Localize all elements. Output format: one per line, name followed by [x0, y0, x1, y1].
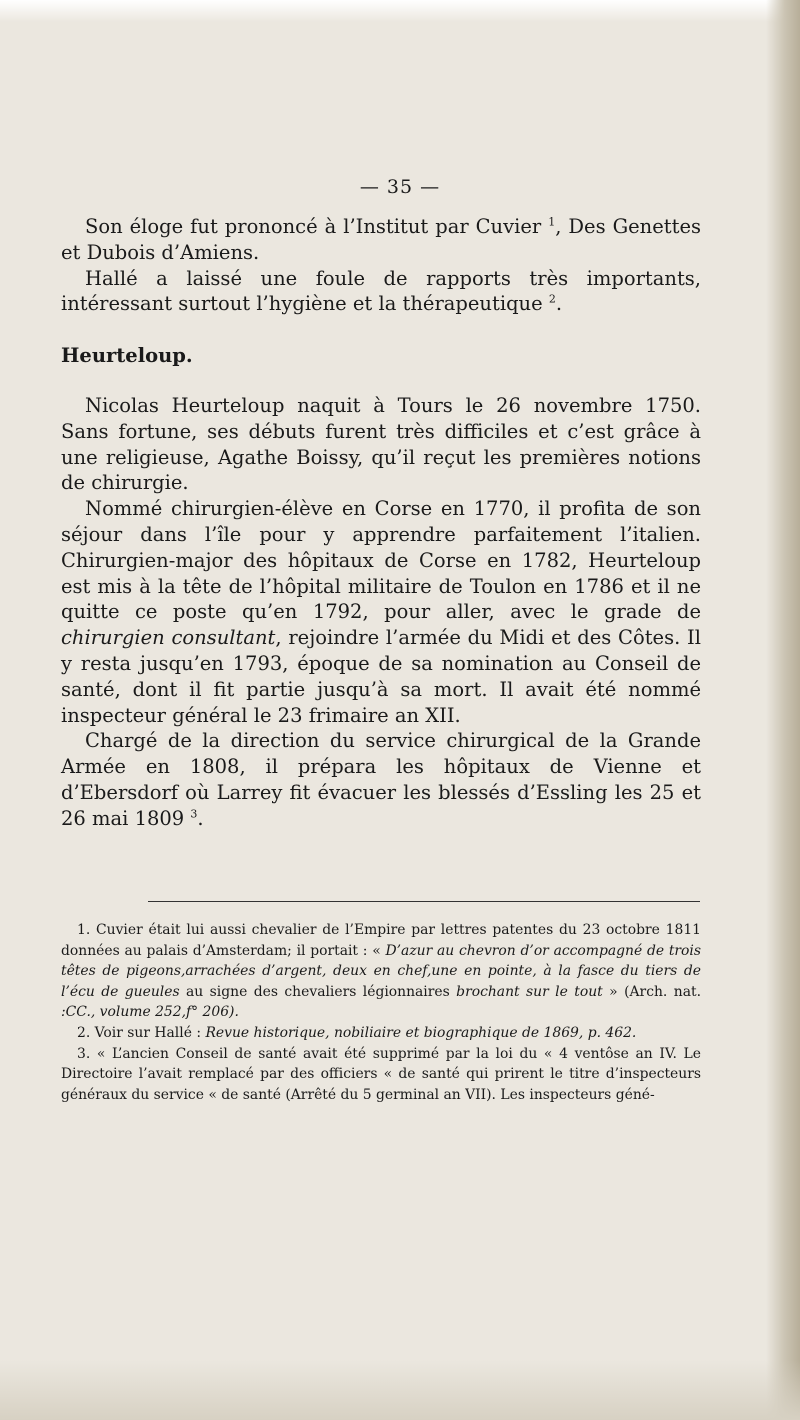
text-run: Hallé a laissé une foule de rapports très importants, intéressant surtout l’hygiène et la thérapeutique: [61, 266, 701, 316]
text-run: Chargé de la direction du service chirurgical de la Grande Armée en 1808, il prépara les hôpitaux de Vienne et d’Ebersdorf où Larrey fit évacuer les blessés d’Essling les 25 et 26 mai 1809: [61, 729, 701, 830]
italic-run: Revue historique, nobiliaire et biographique de 1869, p. 462.: [205, 1024, 637, 1041]
page-number: — 35 —: [359, 176, 441, 198]
page-top-edge: [0, 0, 800, 22]
italic-run: chirurgien consultant: [61, 626, 276, 650]
footnote-3: 3. « L’ancien Conseil de santé avait été supprimé par la loi du « 4 ventôse an IV. Le Directoire l’avait remplacé par des officiers « de santé qui prirent le titre d’inspecteurs généraux du service « de santé (Arrêté du 5 germinal an VII). Les inspecteurs géné-: [61, 1045, 701, 1103]
footnotes: [61, 920, 701, 1105]
paragraph-eloge: [61, 214, 701, 266]
italic-run: :CC., volume 252,f° 206).: [61, 1004, 239, 1021]
italic-run: D’azur au chevron d’or accompagné de trois têtes de pigeons,arrachées d’argent, deux en chef,une en pointe, à la fasce du tiers de l’écu de gueules: [61, 942, 701, 1000]
text-run: .: [555, 292, 563, 316]
section-heading: Heurteloup.: [61, 344, 193, 368]
footnote-ref-3: 3: [190, 807, 198, 821]
text-run: Nommé chirurgien-élève en Corse en 1770, il profita de son séjour dans l’île pour y apprendre parfaitement l’italien. Chirurgien-major des hôpitaux de Corse en 1782, Heurteloup est mis à la tête de l’hôpital militaire de Toulon en 1786 et il ne quitte ce poste qu’en 1792, pour aller, avec le grade de: [61, 497, 701, 624]
footnote-ref-1: 1: [548, 215, 556, 229]
page-binding-shadow: [766, 0, 800, 1420]
paragraph-carriere: [61, 496, 701, 728]
page-bottom-edge: [0, 1360, 800, 1420]
text-run: , Des Genettes et Dubois d’Amiens.: [61, 215, 702, 264]
main-text: [61, 214, 701, 832]
footnote-ref-2: 2: [548, 292, 556, 306]
paragraph-rapports: [61, 266, 701, 318]
footnote-1: [61, 920, 701, 1023]
text-run: » (Arch. nat.: [602, 983, 701, 1000]
text-run: Son éloge fut prononcé à l’Institut par Cuvier: [85, 215, 549, 238]
italic-run: brochant sur le tout: [456, 983, 603, 1000]
text-run: , rejoindre l’armée du Midi et des Côtes. Il y resta jusqu’en 1793, époque de sa nomination au Conseil de santé, dont il fit partie jusqu’à sa mort. Il avait été nommé inspecteur général le 23 frimaire an XII.: [61, 626, 701, 727]
text-run: .: [197, 806, 204, 830]
text-run: au signe des chevaliers légionnaires: [179, 983, 457, 1000]
footnote-2: [61, 1023, 701, 1044]
paragraph-naissance: Nicolas Heurteloup naquit à Tours le 26 novembre 1750. Sans fortune, ses débuts furent très difficiles et c’est grâce à une religieuse, Agathe Boissy, qu’il reçut les premières notions de chirurgie.: [61, 393, 701, 495]
text-run: 1. Cuvier était lui aussi chevalier de l’Empire par lettres patentes du 23 octobre 1811 données au palais d’Amsterdam; il portait : «: [61, 922, 701, 959]
footnote-separator: [148, 901, 700, 902]
text-run: 2. Voir sur Hallé :: [77, 1024, 206, 1041]
paragraph-grande-armee: [61, 728, 701, 831]
